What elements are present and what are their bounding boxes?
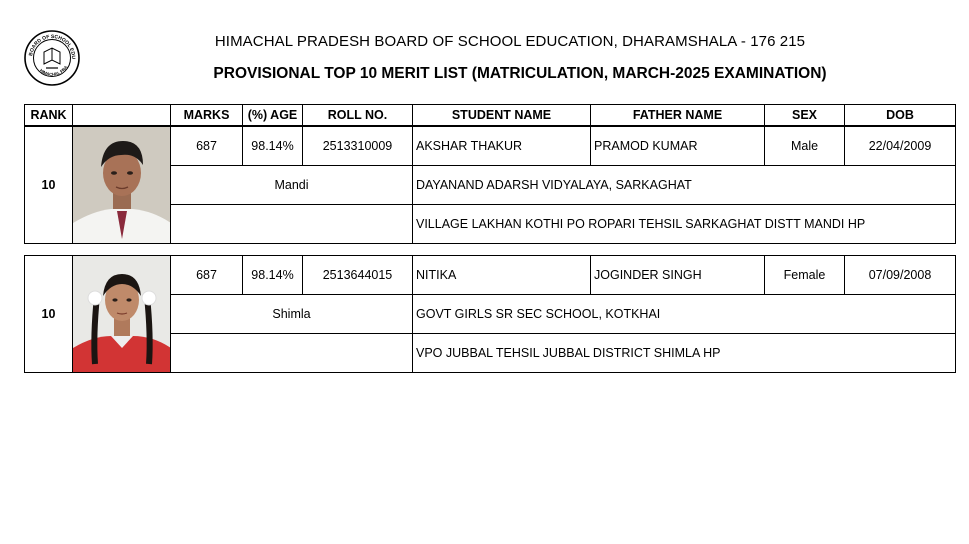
address-cell: VILLAGE LAKHAN KOTHI PO ROPARI TEHSIL SARKAGHAT DISTT MANDI HP [413,205,956,244]
record-main-row [25,256,956,295]
dob-cell: 22/04/2009 [845,127,956,166]
col-sex: SEX [765,105,845,126]
school-cell: GOVT GIRLS SR SEC SCHOOL, KOTKHAI [413,295,956,334]
sex-cell: Male [765,127,845,166]
address-cell: VPO JUBBAL TEHSIL JUBBAL DISTRICT SHIMLA HP [413,334,956,373]
col-roll-no: ROLL NO. [303,105,413,126]
marks-cell: 687 [171,127,243,166]
father-name-cell: PRAMOD KUMAR [591,127,765,166]
blank-cell [171,205,413,244]
student-photo-image [73,127,171,243]
student-photo [73,127,171,244]
rank-cell: 10 [25,127,73,244]
roll-no-cell: 2513644015 [303,256,413,295]
roll-no-cell: 2513310009 [303,127,413,166]
sex-cell: Female [765,256,845,295]
header-row [25,105,956,126]
board-seal-logo [24,30,80,86]
student-photo-image [73,256,171,372]
board-title: HIMACHAL PRADESH BOARD OF SCHOOL EDUCATION, DHARAMSHALA - 176 215 [214,33,806,50]
dob-cell: 07/09/2008 [845,256,956,295]
merit-record [24,126,956,244]
merit-record [24,255,956,373]
student-name-cell: AKSHAR THAKUR [413,127,591,166]
percentage-cell: 98.14% [243,127,303,166]
father-name-cell: JOGINDER SINGH [591,256,765,295]
percentage-cell: 98.14% [243,256,303,295]
district-cell: Mandi [171,166,413,205]
col-father-name: FATHER NAME [591,105,765,126]
student-name-cell: NITIKA [413,256,591,295]
merit-table-header [24,104,956,126]
col-student-name: STUDENT NAME [413,105,591,126]
col-percentage: (%) AGE [243,105,303,126]
district-cell: Shimla [171,295,413,334]
col-dob: DOB [845,105,956,126]
col-marks: MARKS [171,105,243,126]
rank-cell: 10 [25,256,73,373]
svg-text:BOARD OF SCHOOL EDUCATION: BOARD OF SCHOOL EDU [28,33,77,60]
marks-cell: 687 [171,256,243,295]
blank-cell [171,334,413,373]
col-rank: RANK [25,105,73,126]
student-photo [73,256,171,373]
school-cell: DAYANAND ADARSH VIDYALAYA, SARKAGHAT [413,166,956,205]
col-photo [73,105,171,126]
merit-list-title: PROVISIONAL TOP 10 MERIT LIST (MATRICULATION, MARCH-2025 EXAMINATION) [213,65,827,82]
svg-text:HIMACHAL PRADESH: HIMACHAL PRA [38,64,69,77]
record-main-row [25,127,956,166]
